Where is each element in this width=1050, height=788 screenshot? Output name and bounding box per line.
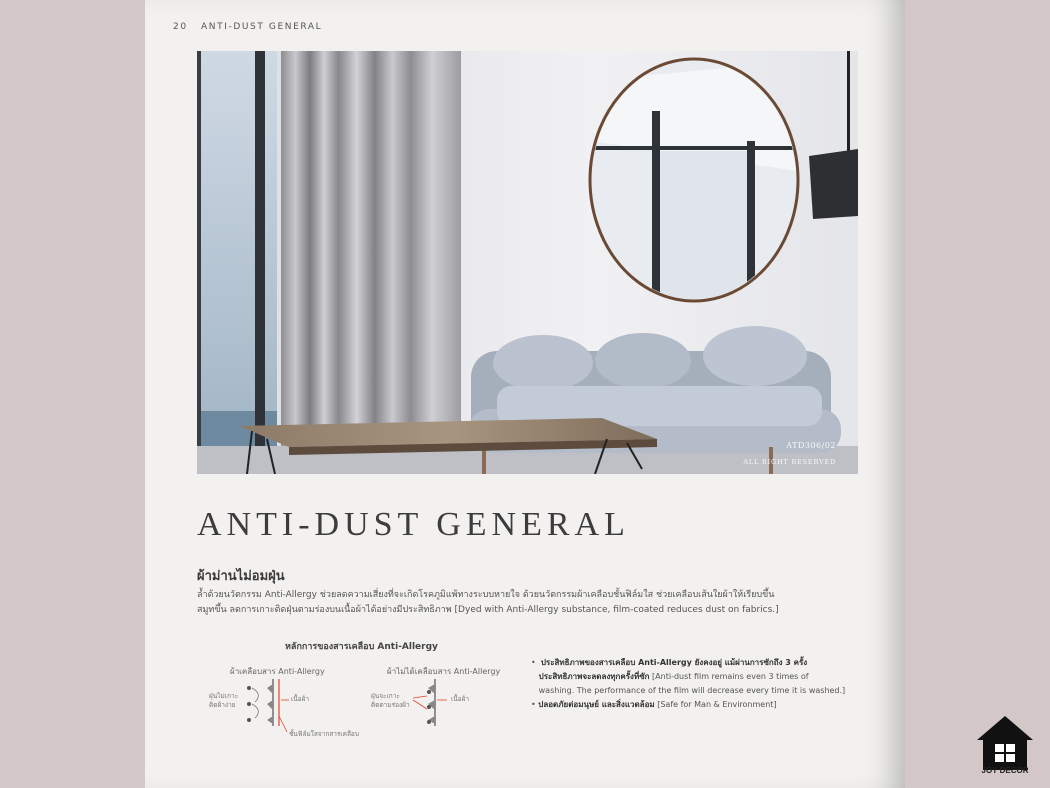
catalog-page [145,0,905,788]
description [197,588,807,618]
bullet-1-bold-2: ประสิทธิภาพจะลดลงทุกครั้งที่ซัก [538,672,650,681]
product-code: ATD306/02 [786,441,836,450]
uncoated-heading: ผ้าไม่ได้เคลือบสาร Anti-Allergy [387,667,501,676]
page-section: ANTI-DUST GENERAL [201,22,323,32]
coated-heading: ผ้าเคลือบสาร Anti-Allergy [230,667,325,676]
bullet-item: • ปลอดภัยต่อมนุษย์ และสิ่งแวดล้อม [Safe for Man & Environment] [531,700,777,709]
uncoated-dust-label-1: ฝุ่นจะเกาะ [371,692,400,700]
page-number: 20 [173,22,188,32]
description-line-1: ล้ำด้วยนวัตกรรม Anti-Allergy ช่วยลดความเสี่ยงที่จะเกิดโรคภูมิแพ้ทางระบบหายใจ ด้วยนวัตกรรมผ้าเคลือบชั้นฟิล์มใส ช่วยเคลือบเส้นใยผ้าให้เรียบขึ้น [197,590,775,600]
bullet-item: • ประสิทธิภาพของสารเคลือบ Anti-Allergy ยังคงอยู่ แม้ผ่านการซักถึง 3 ครั้ง ประสิทธิภาพจะลดลงทุกครั้งที่ซัก [Anti-dust film remains even 3 times of washing. The performance of the film will decrease every time it is washed.] [531,658,846,695]
coated-fabric-diagram [247,679,289,732]
bullet-1-en-2: washing. The performance of the film will decrease every time it is washed.] [538,686,846,695]
page-title: ANTI-DUST GENERAL [197,506,630,543]
bullet-2-en: [Safe for Man & Environment] [654,700,777,709]
bullet-1-bold-1: ประสิทธิภาพของสารเคลือบ Anti-Allergy ยังคงอยู่ แม้ผ่านการซักถึง 3 ครั้ง [540,658,808,667]
rights-text: ALL RIGHT RESERVED [743,458,836,466]
uncoated-dust-label-2: ติดตามร่องผ้า [371,701,410,709]
film-layer-label: ชั้นฟิล์มใสจากสารเคลือบ [289,730,359,738]
page-header [173,22,322,32]
diagram-title: หลักการของสารเคลือบ Anti-Allergy [285,642,438,652]
feature-bullets [531,656,861,712]
logo-text: JOY DECOR [981,766,1029,775]
room-photo [197,51,858,474]
coated-fabric-label: เนื้อผ้า [291,695,310,703]
bullet-2-bold: ปลอดภัยต่อมนุษย์ และสิ่งแวดล้อม [538,700,655,709]
uncoated-fabric-label: เนื้อผ้า [451,695,470,703]
description-line-2: สมูทขึ้น ลดการเกาะติดฝุ่นตามร่องบนเนื้อผ้าได้อย่างมีประสิทธิภาพ [Dyed with Anti-Allergy substance, film-coated reduces dust on fabrics.] [197,605,779,615]
uncoated-fabric-diagram [413,679,447,726]
thai-subtitle: ผ้าม่านไม่อมฝุ่น [197,569,285,584]
anti-allergy-diagram [207,676,527,746]
bullet-1-en-1: [Anti-dust film remains even 3 times of [649,672,809,681]
coated-dust-label-2: ติดผ้าง่าย [209,701,236,709]
coated-dust-label-1: ฝุ่นไม่เกาะ [209,692,239,700]
